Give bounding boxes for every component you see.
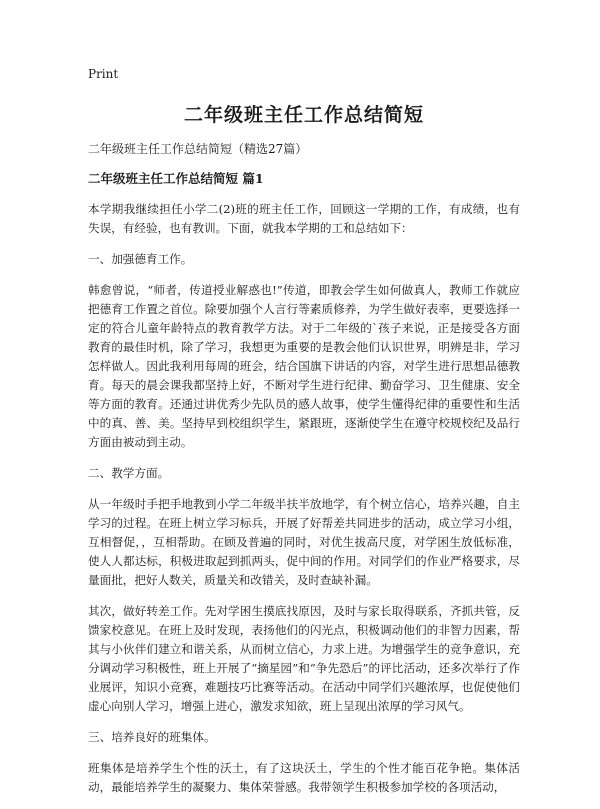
- section-heading: 二年级班主任工作总结简短 篇1: [88, 171, 264, 186]
- heading-teaching: 二、教学方面。: [88, 466, 170, 480]
- document-title: 二年级班主任工作总结简短: [183, 104, 424, 126]
- paragraph-underachievers: 其次，做好转差工作。先对学困生摸底找原因，及时与家长取得联系，齐抓共管，反馈家校意见。在班上及时发现，表扬他们的闪光点，积极调动他们的非智力因素，帮其与小伙伴们建立和谐关系，从而树立信心，力求上进。为增强学生的竞争意识，充分调动学习积极性，班上开展了“摘星园”和“争先恐后”的评比活动，还多次举行了作业展评，知识小竞赛，难题技巧比赛等活动。在活动中同学们兴趣浓厚，也促使他们虚心向别人学习，增强上进心，激发求知欲，班上呈现出浓厚的学习风气。: [88, 604, 520, 713]
- paragraph-moral-education: 韩愈曾说，“师者，传道授业解惑也!”传道，即教会学生如何做真人，教师工作就应把德育工作置之首位。除要加强个人言行等素质修养，为学生做好表率，更要选择一定的符合儿童年龄特点的教育教学方法。对于二年级的`孩子来说，正是接受各方面教育的最佳时机，除了学习，我想更为重要的是教会他们认识世界，明辨是非，学习怎样做人。因此我利用每周的班会，结合国旗下讲话的内容，对学生进行思想品德教育。每天的晨会课我都坚持上好，不断对学生进行纪律、勤奋学习、卫生健康、安全等方面的教育。还通过讲优秀少先队员的感人故事，使学生懂得纪律的重要性和生活中的真、善、美。坚持早到校组织学生，紧跟班，逐渐使学生在遵守校规校纪及品行方面由被动到主动。: [88, 283, 520, 449]
- document-subtitle: 二年级班主任工作总结简短（精选27篇）: [88, 142, 308, 156]
- paragraph-teaching: 从一年级时手把手地教到小学二年级半扶半放地学，有个树立信心，培养兴趣，自主学习的过程。在班上树立学习标兵，开展了好帮差共同进步的活动，成立学习小组，互相督促，，互相帮助。在顾及普遍的同时，对优生拔高尺度，对学困生放低标准，使人人都达标，积极进取起到抓两头，促中间的作用。对同学们的作业严格要求，尽量面批，把好人数关，质量关和改错关，及时查缺补漏。: [88, 497, 520, 587]
- heading-class-collective: 三、培养良好的班集体。: [88, 730, 216, 744]
- document-page: [88, 66, 520, 809]
- paragraph-intro: 本学期我继续担任小学二(2)班的班主任工作，回顾这一学期的工作，有成绩，也有失误，有经验，也有教训。下面，就我本学期的工和总结如下：: [88, 202, 520, 235]
- heading-moral-education: 一、加强德育工作。: [88, 252, 193, 266]
- print-label[interactable]: Print: [88, 67, 119, 81]
- paragraph-class-collective: 班集体是培养学生个性的沃土，有了这块沃土，学生的个性才能百花争艳。集体活动，最能培养学生的凝聚力、集体荣誉感。我带领学生积极参加学校的各项活动，: [88, 761, 520, 794]
